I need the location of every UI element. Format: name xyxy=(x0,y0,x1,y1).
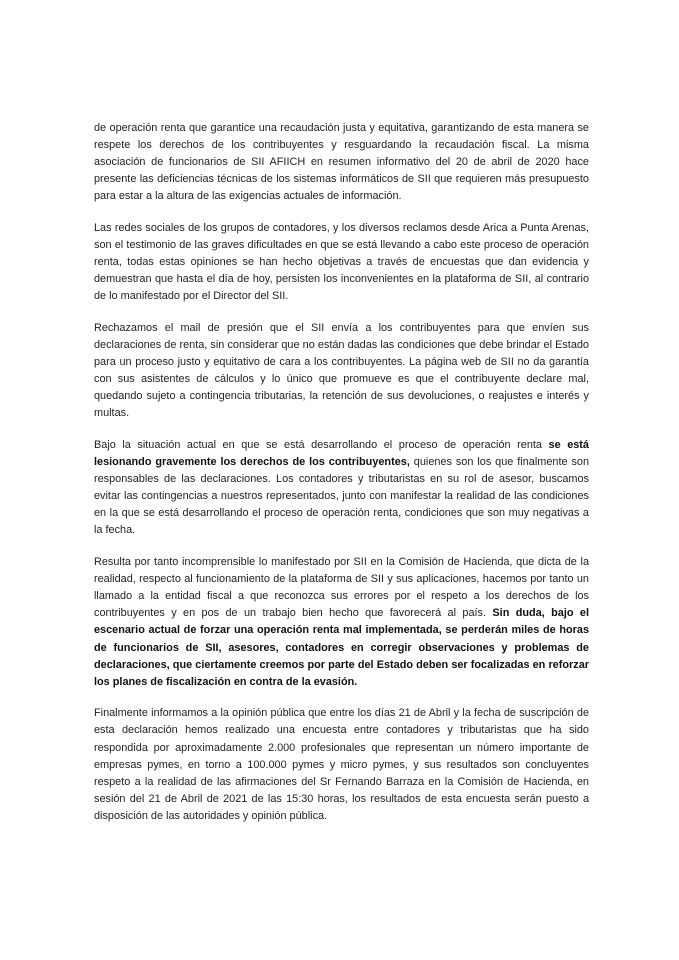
paragraph-text: Bajo la situación actual en que se está desarrollando el proceso de operación renta xyxy=(94,439,549,451)
paragraph-text: Finalmente informamos a la opinión pública que entre los días 21 de Abril y la fecha de suscripción de esta declaración hemos realizado una encuesta entre contadores y tributaristas que ha sido respondida por aproximadamente 2.000 profesionales que representan un número importante de empresas pymes, en torno a 100.000 pymes y micro pymes, y sus resultados son concluyentes respeto a la realidad de las afirmaciones del Sr Fernando Barraza en la Comisión de Hacienda, en sesión del 21 de Abril de 2021 de las 15:30 horas, los resultados de esta encuesta serán puesto a disposición de las autoridades y opinión pública. xyxy=(94,707,589,822)
paragraph-2 xyxy=(94,220,589,305)
paragraph-text: Las redes sociales de los grupos de contadores, y los diversos reclamos desde Arica a Punta Arenas, son el testimonio de las graves dificultades en que se está llevando a cabo este proceso de operación renta, todas estas opiniones se han hecho objetivas a través de encuestas que dan evidencia y demuestran que hasta el día de hoy, persisten los inconvenientes en la plataforma de SII, al contrario de lo manifestado por el Director del SII. xyxy=(94,221,589,303)
paragraph-5 xyxy=(94,554,589,691)
paragraph-4 xyxy=(94,437,589,540)
paragraph-bold-text: Sin duda, bajo el escenario actual de forzar una operación renta mal implementada, se perderán miles de horas de funcionarios de SII, asesores, contadores en corregir observaciones y problemas de declaraciones, que ciertamente creemos por parte del Estado deben ser focalizadas en reforzar los planes de fiscalización en contra de la evasión. xyxy=(94,607,589,688)
paragraph-bold-text: se está lesionando gravemente los derechos de los contribuyentes, xyxy=(94,439,589,469)
paragraph-1 xyxy=(94,120,589,205)
paragraph-text: de operación renta que garantice una recaudación justa y equitativa, garantizando de esta manera se respete los derechos de los contribuyentes y resguardando la recaudación fiscal. La misma asociación de funcionarios de SII AFIICH en resumen informativo del 20 de abril de 2020 hace presente las deficiencias técnicas de los sistemas informáticos de SII que requieren más presupuesto para estar a la altura de las exigencias actuales de información. xyxy=(94,122,589,203)
paragraph-text: Rechazamos el mail de presión que el SII envía a los contribuyentes para que envíen sus declaraciones de renta, sin considerar que no están dadas las condiciones que debe brindar el Estado para un proceso justo y equitativo de cara a los contribuyentes. La página web de SII no da garantía con sus asistentes de cálculos y lo único que promueve es que el contribuyente declare mal, quedando sujeto a contingencia tributarias, la retención de sus devoluciones, o reajustes e interés y multas. xyxy=(94,321,589,420)
document-body xyxy=(94,120,589,839)
paragraph-6 xyxy=(94,705,589,825)
paragraph-3 xyxy=(94,320,589,423)
paragraph-text: quienes son los que finalmente son responsables de las declaraciones. Los contadores y tributaristas en su rol de asesor, buscamos evitar las contingencias a nuestros representados, junto con manifestar la realidad de las condiciones en la que se está desarrollando el proceso de operación renta, condiciones que son muy negativas a la fecha. xyxy=(94,456,590,537)
paragraph-text: Resulta por tanto incomprensible lo manifestado por SII en la Comisión de Hacienda, que dicta de la realidad, respecto al funcionamiento de la plataforma de SII y sus aplicaciones, hacemos por tanto un llamado a la entidad fiscal a que reconozca sus errores por el respeto a los derechos de los contribuyentes y en pos de un trabajo bien hecho que favorecerá al país. xyxy=(94,556,589,620)
